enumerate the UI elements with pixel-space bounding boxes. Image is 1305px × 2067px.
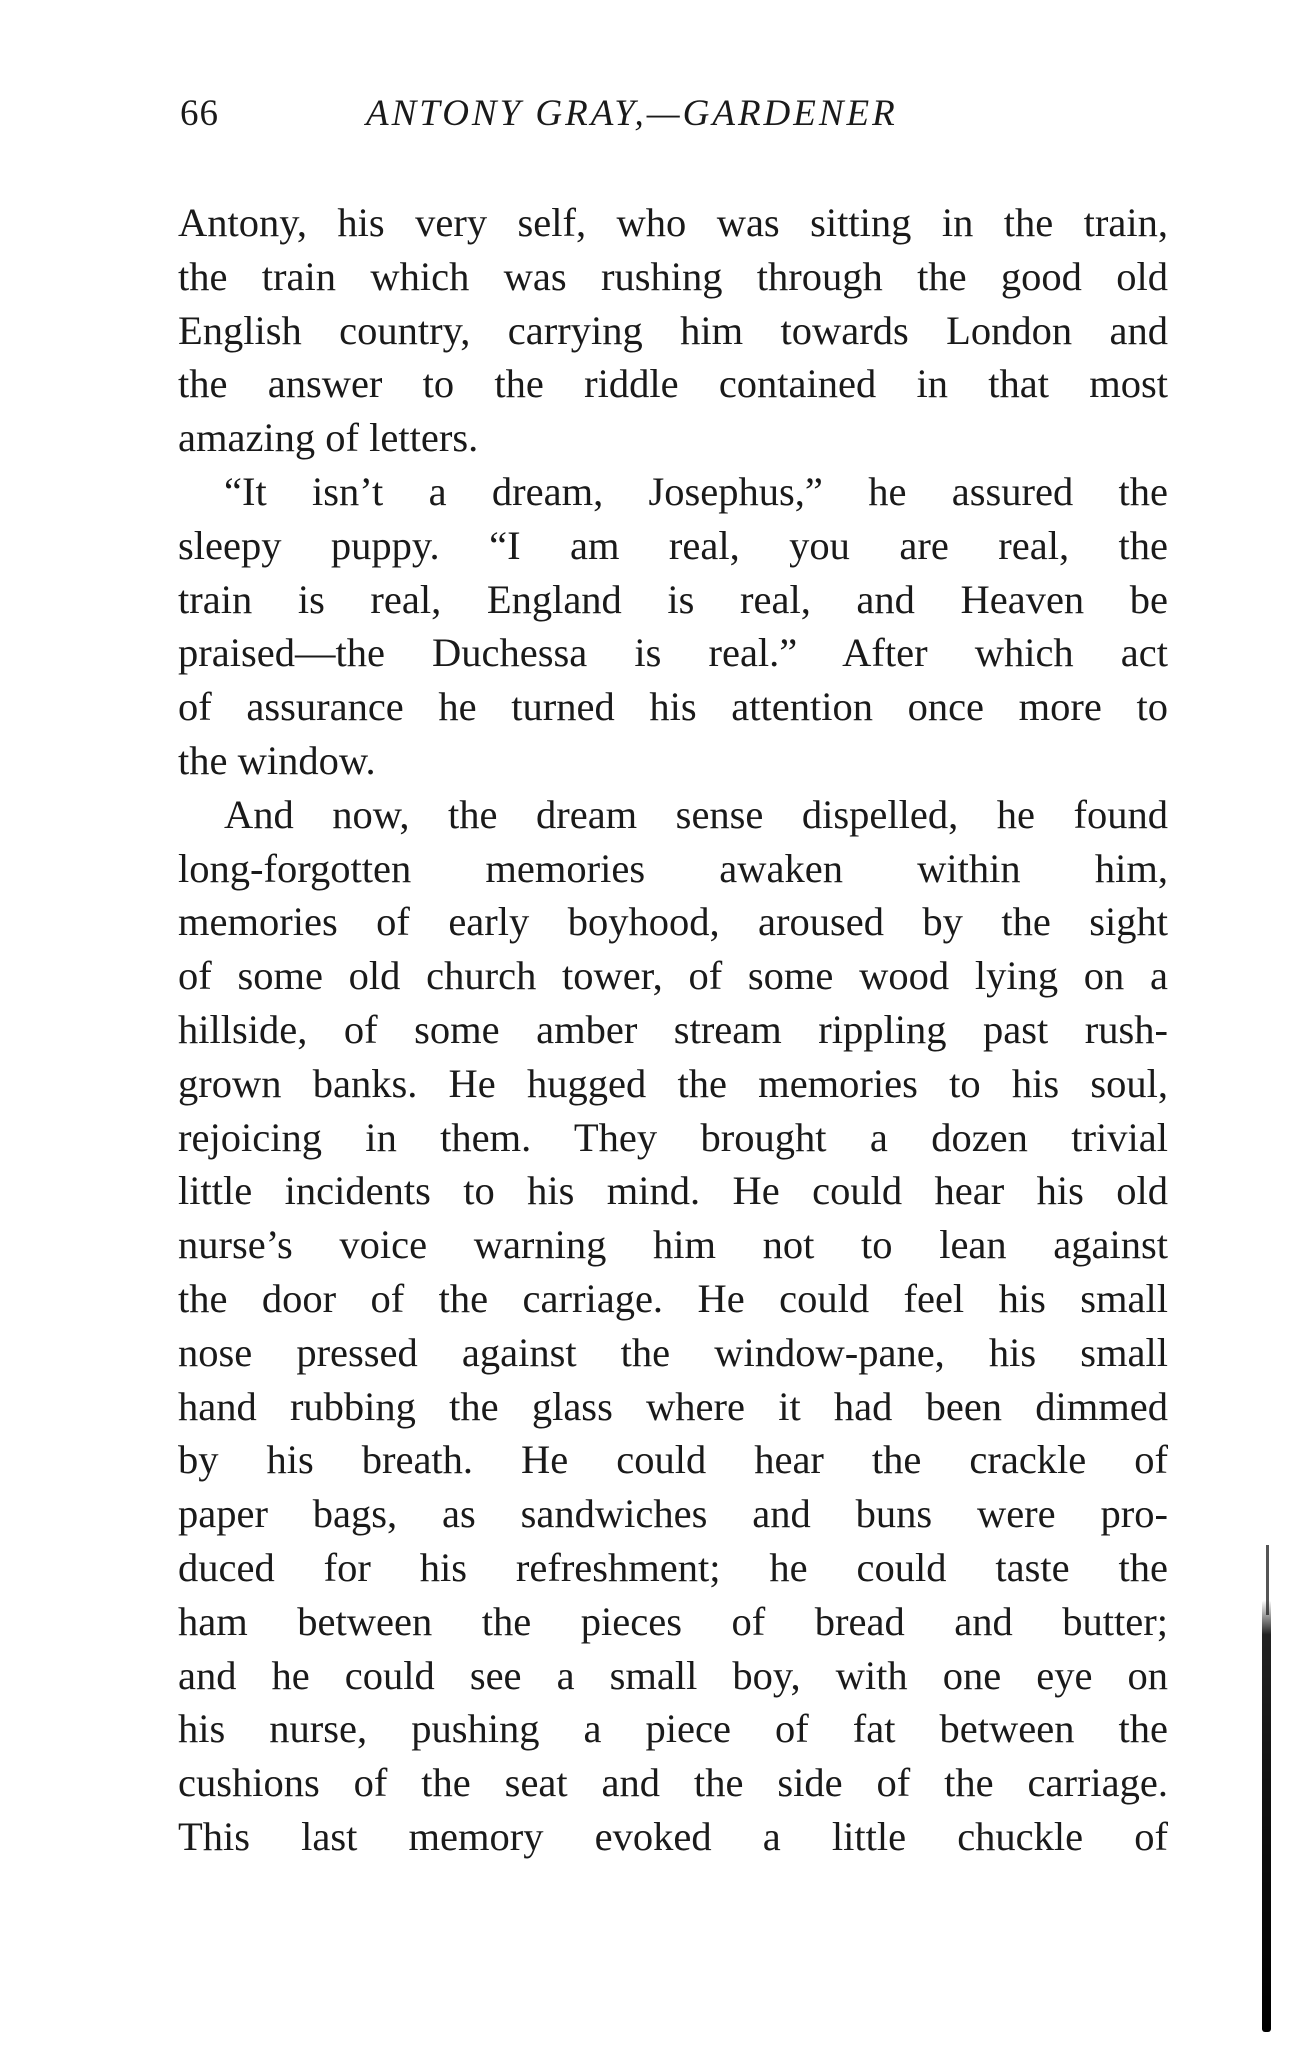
text-line: nurse’s voice warning him not to lean against [178, 1222, 1168, 1268]
text-line: the door of the carriage. He could feel his small [178, 1275, 1168, 1321]
text-line: praised—the Duchessa is real.” After which act [178, 630, 1168, 676]
text-line: ham between the pieces of bread and butter; [178, 1598, 1168, 1644]
running-head-title: ANTONY GRAY,—GARDENER [366, 93, 898, 134]
page-number: 66 [180, 93, 219, 134]
text-line: and he could see a small boy, with one eye on [178, 1652, 1168, 1698]
text-line: paper bags, as sandwiches and buns were pro- [178, 1491, 1168, 1537]
text-line: his nurse, pushing a piece of fat between the [178, 1706, 1168, 1752]
text-line: hillside, of some amber stream rippling past rush- [178, 1006, 1168, 1052]
text-line: train is real, England is real, and Heaven be [178, 576, 1168, 622]
text-line: amazing of letters. [178, 415, 479, 461]
text-line: of some old church tower, of some wood lying on a [178, 953, 1168, 999]
text-line: hand rubbing the glass where it had been dimmed [178, 1383, 1168, 1429]
text-line: little incidents to his mind. He could hear his old [178, 1168, 1168, 1214]
text-line: duced for his refreshment; he could taste the [178, 1544, 1168, 1590]
text-line: English country, carrying him towards London and [178, 307, 1168, 353]
text-line: And now, the dream sense dispelled, he found [224, 791, 1168, 837]
text-line: “It isn’t a dream, Josephus,” he assured the [224, 468, 1168, 514]
book-page [178, 92, 1168, 1864]
paragraph-3 [178, 788, 1168, 1864]
paragraph-2 [178, 465, 1168, 788]
text-line: the train which was rushing through the good old [178, 253, 1168, 299]
text-line: memories of early boyhood, aroused by the sight [178, 899, 1168, 945]
text-line: grown banks. He hugged the memories to his soul, [178, 1060, 1168, 1106]
running-head [178, 92, 1168, 152]
text-line: Antony, his very self, who was sitting in the train, [178, 200, 1168, 245]
text-line: nose pressed against the window-pane, his small [178, 1329, 1168, 1375]
text-line: cushions of the seat and the side of the carriage. [178, 1760, 1168, 1806]
text-line: the window. [178, 737, 376, 783]
text-line: This last memory evoked a little chuckle of [178, 1813, 1168, 1859]
text-line: by his breath. He could hear the crackle of [178, 1437, 1168, 1483]
scan-edge-artifact [1262, 1600, 1271, 2032]
text-line: of assurance he turned his attention once more to [178, 684, 1168, 730]
text-line: the answer to the riddle contained in that most [178, 361, 1168, 407]
paragraph-1 [178, 196, 1168, 465]
text-line: long-forgotten memories awaken within him, [178, 845, 1168, 891]
text-line: sleepy puppy. “I am real, you are real, the [178, 522, 1168, 568]
text-line: rejoicing in them. They brought a dozen trivial [178, 1114, 1168, 1160]
body-text [178, 196, 1168, 1864]
